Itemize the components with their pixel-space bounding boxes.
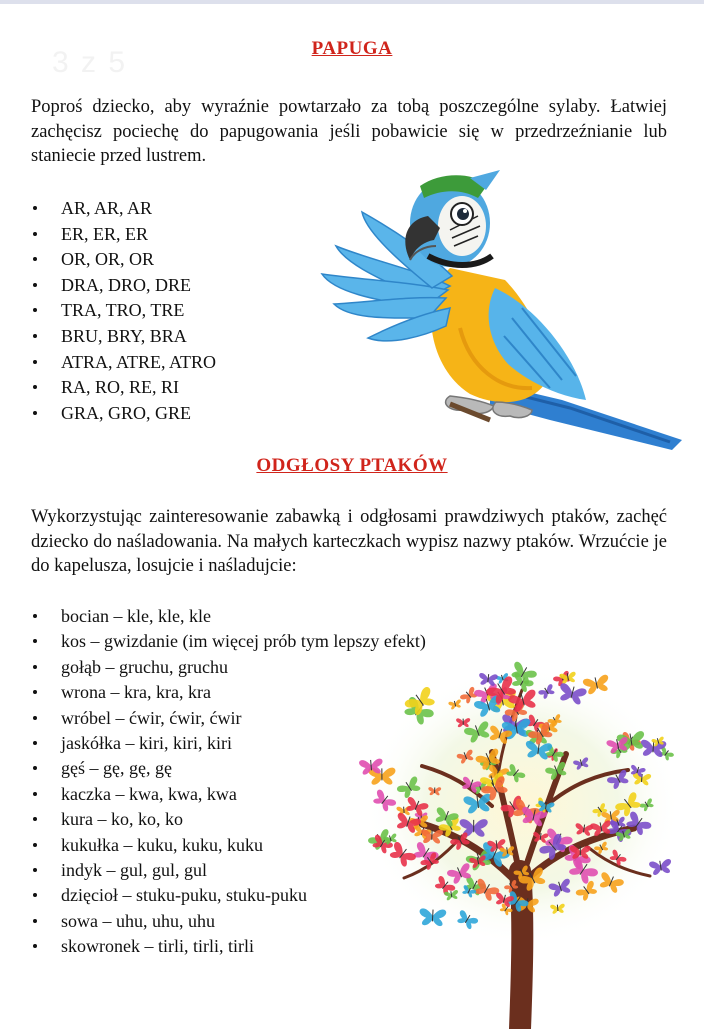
list-item: ER, ER, ER — [31, 222, 216, 248]
intro-paragraph-odglosy: Wykorzystując zainteresowanie zabawką i odgłosami prawdziwych ptaków, zachęć dziecko do naśladowania. Na małych karteczkach wypisz nazwy ptaków. Wrzućcie je do kapelusza, losujcie i naśladujcie: — [31, 507, 667, 576]
butterfly-icon — [419, 908, 447, 926]
section-title-odglosy-ptakow: ODGŁOSY PTAKÓW — [256, 455, 448, 476]
list-item: wrona – kra, kra, kra — [31, 680, 426, 705]
list-item: RA, RO, RE, RI — [31, 375, 216, 401]
list-item: jaskółka – kiri, kiri, kiri — [31, 731, 426, 756]
parrot-illustration — [300, 168, 684, 452]
list-item: gęś – gę, gę, gę — [31, 756, 426, 781]
intro-paragraph-papuga: Poproś dziecko, aby wyraźnie powtarzało za tobą poszczególne sylaby. Łatwiej zachęcisz pociechę do papugowania jeśli pobawicie się w przedrzeźnianie lub staniecie przed lustrem. — [31, 97, 667, 166]
list-item: indyk – gul, gul, gul — [31, 858, 426, 883]
list-item: BRU, BRY, BRA — [31, 324, 216, 350]
list-item: bocian – kle, kle, kle — [31, 604, 426, 629]
butterfly-tree-illustration — [352, 656, 692, 1029]
list-item: AR, AR, AR — [31, 196, 216, 222]
list-item: kos – gwizdanie (im więcej prób tym lepszy efekt) — [31, 629, 426, 654]
syllable-list — [31, 196, 216, 426]
list-item: kukułka – kuku, kuku, kuku — [31, 833, 426, 858]
list-item: gołąb – gruchu, gruchu — [31, 655, 426, 680]
list-item: wróbel – ćwir, ćwir, ćwir — [31, 706, 426, 731]
list-item: OR, OR, OR — [31, 247, 216, 273]
list-item: sowa – uhu, uhu, uhu — [31, 909, 426, 934]
list-item: GRA, GRO, GRE — [31, 401, 216, 427]
list-item: ATRA, ATRE, ATRO — [31, 350, 216, 376]
list-item: kaczka – kwa, kwa, kwa — [31, 782, 426, 807]
list-item: dzięcioł – stuku-puku, stuku-puku — [31, 883, 426, 908]
list-item: DRA, DRO, DRE — [31, 273, 216, 299]
list-item: TRA, TRO, TRE — [31, 298, 216, 324]
section-title-papuga: PAPUGA — [311, 38, 393, 59]
page-watermark: 3 z 5 — [52, 46, 128, 79]
list-item: skowronek – tirli, tirli, tirli — [31, 934, 426, 959]
top-bar — [0, 0, 704, 4]
list-item: kura – ko, ko, ko — [31, 807, 426, 832]
